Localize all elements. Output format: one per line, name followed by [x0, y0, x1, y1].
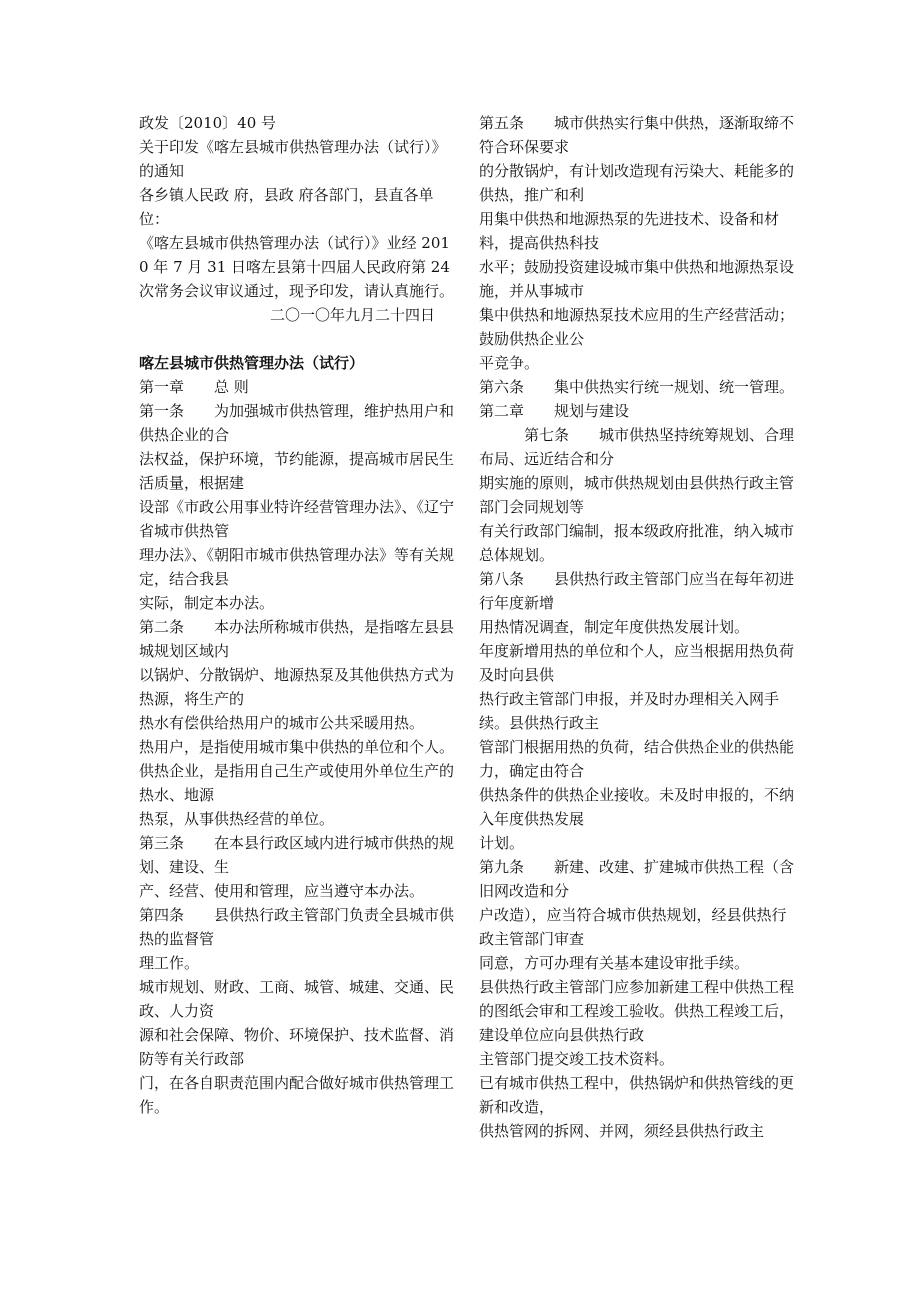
paragraph-line: 源和社会保障、物价、环境保护、技术监督、消防等有关行政部: [139, 1026, 455, 1068]
doc-number: 政发〔2010〕40 号: [139, 114, 277, 132]
addressee: 各乡镇人民政 府，县政 府各部门，县直各单位：: [139, 186, 434, 228]
paragraph-line: 已有城市供热工程中，供热锅炉和供热管线的更新和改造，: [479, 1074, 795, 1116]
paragraph-line: 集中供热和地源热泵技术应用的生产经营活动；鼓励供热企业公: [479, 306, 795, 348]
paragraph-line: 理办法》、《朝阳市城市供热管理办法》等有关规定，结合我县: [139, 546, 455, 588]
paragraph-line: 第一条 为加强城市供热管理，维护热用户和供热企业的合: [139, 402, 455, 444]
paragraph-line: 城市规划、财政、工商、城管、城建、交通、民政、人力资: [139, 978, 455, 1020]
paragraph-line: 有关行政部门编制，报本级政府批准，纳入城市总体规划。: [479, 522, 795, 564]
paragraph-line: 用集中供热和地源热泵的先进技术、设备和材料，提高供热科技: [479, 210, 780, 252]
paragraph-line: 设部《市政公用事业特许经营管理办法》、《辽宁省城市供热管: [139, 498, 455, 540]
paragraph-line: 热用户，是指使用城市集中供热的单位和个人。: [139, 738, 455, 756]
notice-body: 《喀左县城市供热管理办法（试行）》业经 2010 年 7 月 31 日喀左县第十四届人民政府第 24 次常务会议审议通过，现予印发，请认真施行。: [139, 234, 455, 300]
paragraph-line: 法权益，保护环境，节约能源，提高城市居民生活质量，根据建: [139, 450, 455, 492]
spacer: [139, 327, 455, 351]
paragraph-line: 同意，方可办理有关基本建设审批手续。: [479, 954, 750, 972]
paragraph-line: 第二章 规划与建设: [479, 402, 630, 420]
paragraph-line: 实际，制定本办法。: [139, 594, 275, 612]
paragraph-line: 户改造），应当符合城市供热规划，经县供热行政主管部门审查: [479, 906, 787, 948]
paragraph-line: 第五条 城市供热实行集中供热，逐渐取缔不符合环保要求: [479, 114, 795, 156]
paragraph-line: 供热企业，是指用自己生产或使用外单位生产的热水、地源: [139, 762, 455, 804]
paragraph-line: 用热情况调查，制定年度供热发展计划。: [479, 618, 750, 636]
paragraph-line: 供热条件的供热企业接收。未及时申报的，不纳入年度供热发展: [479, 786, 795, 828]
right-column: [479, 111, 797, 1143]
paragraph-line: 第八条 县供热行政主管部门应当在每年初进行年度新增: [479, 570, 795, 612]
paragraph-line: 计划。: [479, 834, 525, 852]
paragraph-line: 以锅炉、分散锅炉、地源热泵及其他供热方式为热源，将生产的: [139, 666, 455, 708]
paragraph-line: 管部门根据用热的负荷，结合供热企业的供热能力，确定由符合: [479, 738, 795, 780]
paragraph-line: 第三条 在本县行政区域内进行城市供热的规划、建设、生: [139, 834, 455, 876]
paragraph-line: 主管部门提交竣工技术资料。: [479, 1050, 675, 1068]
paragraph-line: 第二条 本办法所称城市供热，是指喀左县县城规划区域内: [139, 618, 455, 660]
paragraph-line: 年度新增用热的单位和个人，应当根据用热负荷及时向县供: [479, 642, 795, 684]
regulation-title: 喀左县城市供热管理办法（试行）: [139, 354, 365, 372]
paragraph-line: 门，在各自职责范围内配合做好城市供热管理工作。: [139, 1074, 455, 1116]
left-paragraphs: [139, 399, 455, 1119]
paragraph-line: 第九条 新建、改建、扩建城市供热工程（含旧网改造和分: [479, 858, 795, 900]
paragraph-line: 平竞争。: [479, 354, 540, 372]
paragraph-line: 热水有偿供给热用户的城市公共采暖用热。: [139, 714, 425, 732]
paragraph-line: 县供热行政主管部门应参加新建工程中供热工程的图纸会审和工程竣工验收。供热工程竣工后，建设单位应向县供热行政: [479, 978, 795, 1044]
paragraph-line: 第七条 城市供热坚持统筹规划、合理布局、远近结合和分: [479, 426, 795, 468]
right-paragraphs: [479, 111, 797, 1143]
paragraph-line: 的分散锅炉，有计划改造现有污染大、耗能多的供热，推广和利: [479, 162, 795, 204]
paragraph-line: 供热管网的拆网、并网，须经县供热行政主: [479, 1122, 765, 1140]
paragraph-line: 产、经营、使用和管理，应当遵守本办法。: [139, 882, 425, 900]
notice-title: 关于印发《喀左县城市供热管理办法（试行）》 的通知: [139, 138, 452, 180]
paragraph-line: 第六条 集中供热实行统一规划、统一管理。: [479, 378, 795, 396]
paragraph-line: 热行政主管部门申报，并及时办理相关入网手续。县供热行政主: [479, 690, 780, 732]
paragraph-line: 期实施的原则，城市供热规划由县供热行政主管部门会同规划等: [479, 474, 795, 516]
notice-date: 二〇一〇年九月二十四日: [269, 306, 435, 324]
paragraph-line: 理工作。: [139, 954, 200, 972]
paragraph-line: 第四条 县供热行政主管部门负责全县城市供热的监督管: [139, 906, 455, 948]
chapter-heading: 第一章 总 则: [139, 378, 249, 396]
paragraph-line: 热泵，从事供热经营的单位。: [139, 810, 335, 828]
left-column: [139, 111, 455, 1119]
paragraph-line: 水平；鼓励投资建设城市集中供热和地源热泵设施，并从事城市: [479, 258, 795, 300]
